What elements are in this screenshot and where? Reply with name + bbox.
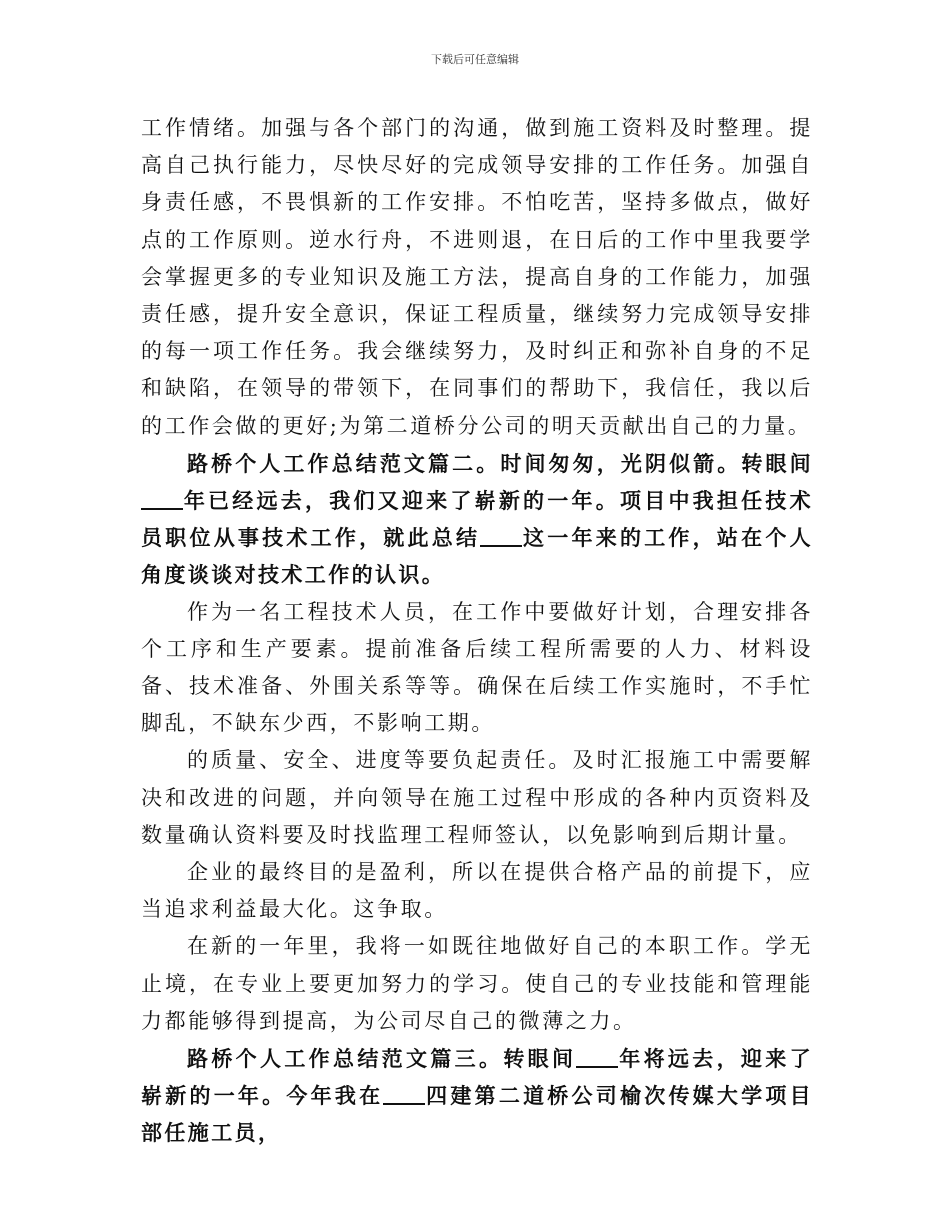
fill-in-blank: [480, 523, 522, 547]
paragraph-new-year: 在新的一年里，我将一如既往地做好自己的本职工作。学无止境，在专业上要更加努力的学习。使自己的专业技能和管理能力都能够得到提高，为公司尽自己的微薄之力。: [141, 934, 813, 1033]
paragraph-continuation: 工作情绪。加强与各个部门的沟通，做到施工资料及时整理。提高自己执行能力，尽快尽好的完成领导安排的工作任务。加强自身责任感，不畏惧新的工作安排。不怕吃苦，坚持多做点，做好点的工作原则。逆水行舟，不进则退，在日后的工作中里我要学会掌握更多的专业知识及施工方法，提高自身的工作能力，加强责任感，提升安全意识，保证工程质量，继续努力完成领导安排的每一项工作任务。我会继续努力，及时纠正和弥补自身的不足和缺陷，在领导的带领下，在同事们的帮助下，我信任，我以后的工作会做的更好;为第二道桥分公司的明天贡献出自己的力量。: [141, 116, 813, 438]
paragraph-profit: 企业的最终目的是盈利，所以在提供合格产品的前提下，应当追求利益最大化。这争取。: [141, 860, 813, 922]
section-two-text-2: 年已经远去，我们又迎来了崭新的一年。项目中我担任技术员职位从事技术工作，就此总结: [141, 488, 813, 551]
section-three-text-2: 年将远去，迎来了崭新的一年。今年我在: [141, 1046, 813, 1109]
document-body: [141, 110, 813, 1152]
section-three-text-3: 四建第二道桥公司榆次传媒大学项目部任施工员，: [141, 1083, 813, 1146]
paragraph-section-two-heading: [141, 445, 813, 594]
page-header: 下载后可任意编辑: [431, 53, 519, 66]
fill-in-blank: [576, 1044, 618, 1068]
section-two-text-3: 这一年来的工作，站在个人角度谈谈对技术工作的认识。: [141, 525, 813, 588]
section-two-text-1: 路桥个人工作总结范文篇二。时间匆匆，光阴似箭。转眼间: [187, 450, 813, 476]
fill-in-blank: [383, 1081, 425, 1105]
fill-in-blank: [141, 486, 183, 510]
section-three-text-1: 路桥个人工作总结范文篇三。转眼间: [187, 1046, 577, 1072]
paragraph-planning: 作为一名工程技术人员，在工作中要做好计划，合理安排各个工序和生产要素。提前准备后续工程所需要的人力、材料设备、技术准备、外围关系等等。确保在后续工作实施时，不手忙脚乱，不缺东少西，不影响工期。: [141, 599, 813, 736]
paragraph-quality: 的质量、安全、进度等要负起责任。及时汇报施工中需要解决和改进的问题，并向领导在施工过程中形成的各种内页资料及数量确认资料要及时找监理工程师签认，以免影响到后期计量。: [141, 748, 813, 847]
paragraph-section-three-heading: [141, 1040, 813, 1152]
